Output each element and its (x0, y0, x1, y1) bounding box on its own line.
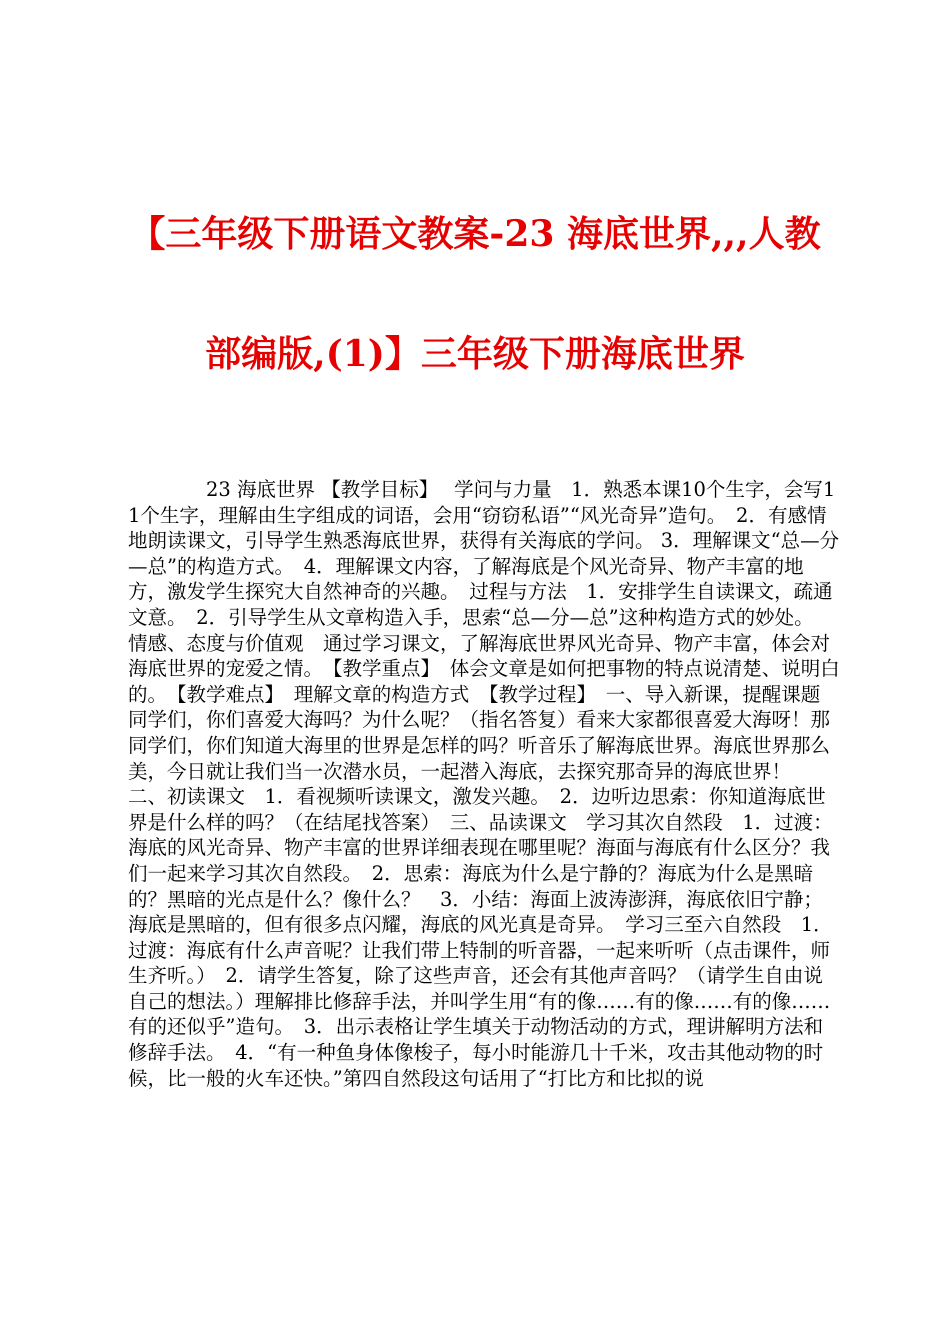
document-title-line-2: 部编版,(1)】三年级下册海底世界 (205, 333, 745, 375)
document-title-line-1: 【三年级下册语文教案-23 海底世界,,,人教 (129, 213, 821, 255)
document-body-text: 23 海底世界 【教学目标】 学问与力量 1．熟悉本课10个生字，会写11个生字，理解由生字组成的词语，会用“窃窃私语”“风光奇异”造句。 2．有感情地朗读课文，引导学生熟悉海底世界，获得有关海底的学问。 3．理解课文“总—分—总”的构造方式。 4．理解课文内容，了解海底是个风光奇异、物产丰富的地方，激发学生探究大自然神奇的兴趣。 过程与方法 1．安排学生自读课文，疏通文意。 2．引导学生从文章构造入手，思索“总—分—总”这种构造方式的妙处。 情感、态度与价值观 通过学习课文，了解海底世界风光奇异、物产丰富，体会对海底世界的宠爱之情。 【教学重点】 体会文章是如何把事物的特点说清楚、说明白的。 【教学难点】 理解文章的构造方式 【教学过程】 一、导入新课，提醒课题 同学们，你们喜爱大海吗？为什么呢？（指名答复）看来大家都很喜爱大海呀！那同学们，你们知道大海里的世界是怎样的吗？听音乐了解海底世界。海底世界那么美，今日就让我们当一次潜水员，一起潜入海底，去探究那奇异的海底世界！ 二、初读课文 1．看视频听读课文，激发兴趣。 2．边听边思索：你知道海底世界是什么样的吗？（在结尾找答案） 三、品读课文 学习其次自然段 1．过渡：海底的风光奇异、物产丰富的世界详细表现在哪里呢？海面与海底有什么区分？我们一起来学习其次自然段。 2．思索：海底为什么是宁静的？海底为什么是黑暗的？黑暗的光点是什么？像什么？ 3．小结：海面上波涛澎湃，海底依旧宁静； 海底是黑暗的，但有很多点闪耀，海底的风光真是奇异。 学习三至六自然段 1．过渡：海底有什么声音呢？让我们带上特制的听音器，一起来听听（点击课件，师生齐听。） 2．请学生答复，除了这些声音，还会有其他声音吗？（请学生自由说自己的想法。）理解排比修辞手法，并叫学生用“有的像……有的像……有的像……有的还似乎”造句。 3．出示表格让学生填关于动物活动的方式，理讲解明方法和修辞手法。 4．“有一种鱼身体像梭子，每小时能游几十千米，攻击其他动物的时候，比一般的火车还快。”第四自然段这句话用了“打比方和比拟的说 (128, 478, 840, 1090)
